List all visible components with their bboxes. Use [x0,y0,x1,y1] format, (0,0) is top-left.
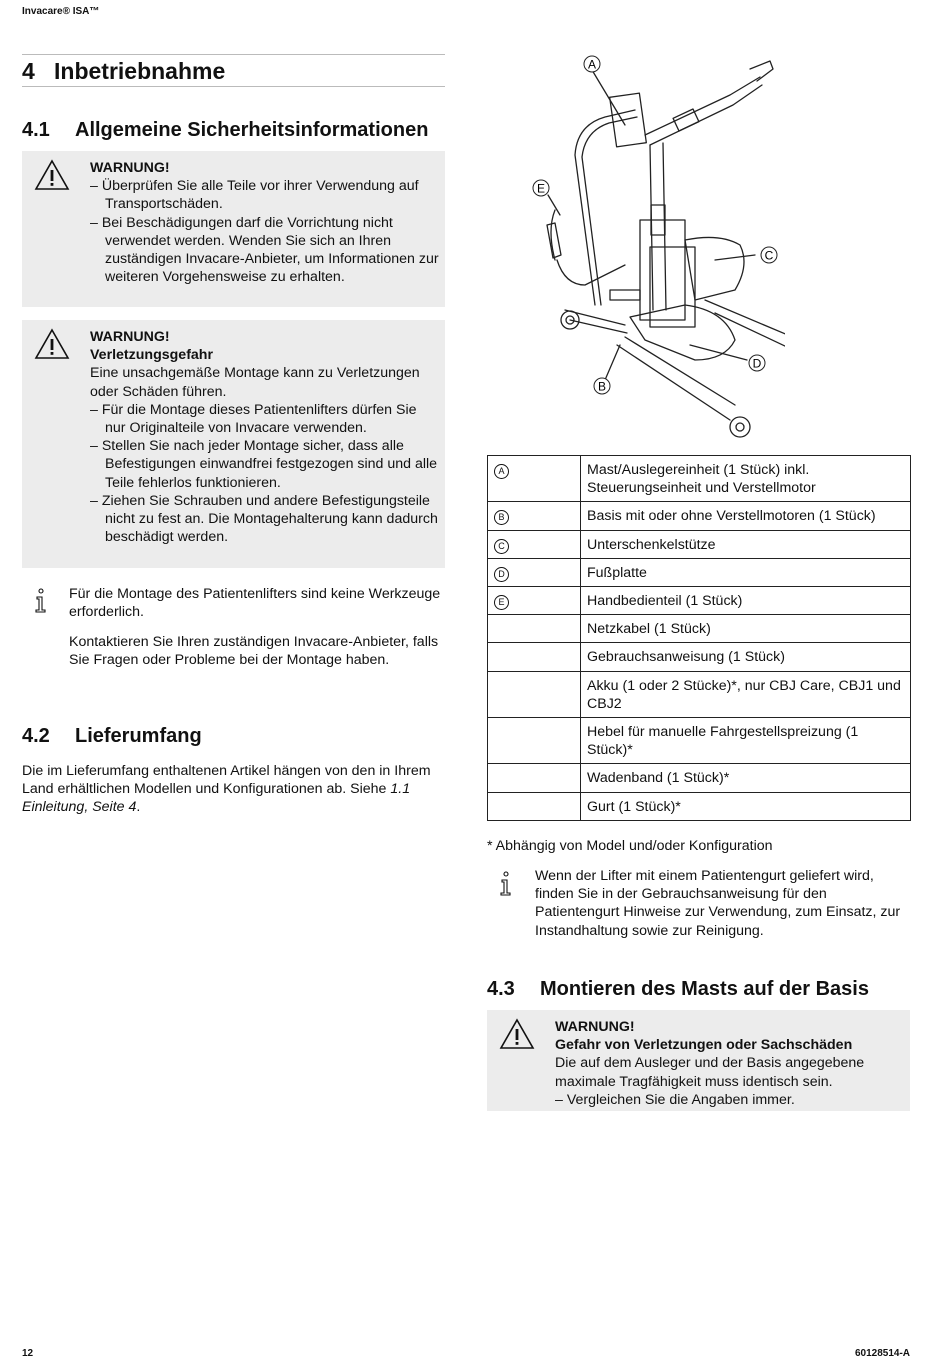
page-number: 12 [22,1348,34,1359]
table-cell-key [488,502,581,530]
warning-intro: Eine unsachgemäße Montage kann zu Verletzungen oder Schäden führen. [90,365,420,400]
table-cell-description: Mast/Auslegereinheit (1 Stück) inkl. Steuerungseinheit und Verstellmotor [581,456,911,502]
info-text-tools: Für die Montage des Patientenlifters sind keine Werkzeuge erforderlich. [69,586,441,621]
warning-item: – Vergleichen Sie die Angaben immer. [555,1091,795,1108]
table-cell-description: Wadenband (1 Stück)* [581,764,911,792]
table-row [488,587,911,615]
table-row [488,615,911,643]
info-icon [499,871,513,897]
warning-item: – Für die Montage dieses Patientenlifters dürfen Sie nur Originalteile von Invacare verwenden. [90,401,417,437]
info-icon [34,588,48,614]
chapter-title: 4 Inbetriebnahme [22,58,226,84]
table-cell-key [488,764,581,792]
warning-triangle-icon [34,328,70,360]
callout-letter: C [494,539,509,554]
table-row [488,502,911,530]
patient-lifter-illustration [525,55,785,450]
warning-item: – Überprüfen Sie alle Teile vor ihrer Verwendung auf Transportschäden. [90,178,419,213]
warning-subtitle: Gefahr von Verletzungen oder Sachschäden [555,1037,853,1054]
warning-box-2 [22,320,445,568]
table-cell-description: Akku (1 oder 2 Stücke)*, nur CBJ Care, CBJ1 und CBJ2 [581,671,911,717]
warning-title: WARNUNG! [90,329,170,345]
table-cell-key [488,718,581,764]
table-cell-key [488,792,581,820]
footnote: * Abhängig von Model und/oder Konfiguration [487,838,773,854]
callout-A: A [587,57,597,72]
callout-D: D [752,356,762,371]
table-cell-key [488,456,581,502]
warning-intro: Die auf dem Ausleger und der Basis angegebene maximale Tragfähigkeit muss identisch sein. [555,1055,865,1090]
warning-subtitle: Verletzungsgefahr [90,347,213,364]
callout-E: E [536,181,546,196]
info-text-contact: Kontaktieren Sie Ihren zuständigen Invacare-Anbieter, falls Sie Fragen oder Probleme bei der Montage haben. [69,634,439,669]
section-4-2-text: Die im Lieferumfang enthaltenen Artikel hängen von den in Ihrem Land erhältlichen Modellen und Konfigurationen ab. Siehe 1.1 Einleitung, Seite 4. [22,763,431,816]
section-4-3-heading: 4.3 Montieren des Masts auf der Basis [487,978,869,1000]
table-cell-description: Gebrauchsanweisung (1 Stück) [581,643,911,671]
table-row [488,764,911,792]
warning-box-3 [487,1010,910,1111]
table-row [488,456,911,502]
callout-letter: A [494,464,509,479]
table-cell-key [488,671,581,717]
warning-triangle-icon [499,1018,535,1050]
table-row [488,718,911,764]
table-row [488,671,911,717]
table-row [488,558,911,586]
document-number: 60128514-A [854,1348,910,1359]
table-cell-key [488,530,581,558]
table-cell-description: Fußplatte [581,558,911,586]
section-4-2-heading: 4.2 Lieferumfang [22,725,202,747]
warning-item: – Ziehen Sie Schrauben und andere Befestigungsteile nicht zu fest an. Die Montagehalterung kann dadurch beschädigt werden. [90,492,438,546]
table-row [488,792,911,820]
table-cell-description: Hebel für manuelle Fahrgestellspreizung (1 Stück)* [581,718,911,764]
table-row [488,530,911,558]
callout-B: B [597,379,607,394]
warning-triangle-icon [34,159,70,191]
table-cell-description: Netzkabel (1 Stück) [581,615,911,643]
callout-letter: B [494,510,509,525]
callout-C: C [764,248,774,263]
parts-table [487,455,911,821]
table-cell-key [488,558,581,586]
table-cell-description: Gurt (1 Stück)* [581,792,911,820]
table-cell-description: Unterschenkelstütze [581,530,911,558]
table-row [488,643,911,671]
warning-title: WARNUNG! [90,160,170,176]
warning-title: WARNUNG! [555,1019,635,1035]
header-brand: Invacare® ISA™ [22,6,100,17]
chapter-rule-bottom [22,86,445,87]
warning-item: – Bei Beschädigungen darf die Vorrichtung nicht verwendet werden. Wenden Sie sich an Ihren zuständigen Invacare-Anbieter, um Informationen zur weiteren Vorgehensweise zu erhalten. [90,214,439,286]
table-cell-key [488,643,581,671]
cross-reference-link[interactable]: 1.1 Einleitung, Seite 4 [22,781,411,816]
section-4-1-heading: 4.1 Allgemeine Sicherheitsinformationen [22,119,429,141]
callout-letter: E [494,595,509,610]
info-text-sling: Wenn der Lifter mit einem Patientengurt geliefert wird, finden Sie in der Gebrauchsanweisung für den Patientengurt Hinweise zur Verwendung, zum Einsatz, zur Instandhaltung sowie zur Reinigung. [535,868,901,939]
table-cell-description: Handbedienteil (1 Stück) [581,587,911,615]
table-cell-description: Basis mit oder ohne Verstellmotoren (1 Stück) [581,502,911,530]
table-cell-key [488,587,581,615]
table-cell-key [488,615,581,643]
chapter-rule [22,54,445,55]
warning-item: – Stellen Sie nach jeder Montage sicher, dass alle Befestigungen einwandfrei festgezogen sind und alle Teile fehlerlos funktionieren. [90,438,438,491]
callout-letter: D [494,567,509,582]
warning-box-1 [22,151,445,307]
